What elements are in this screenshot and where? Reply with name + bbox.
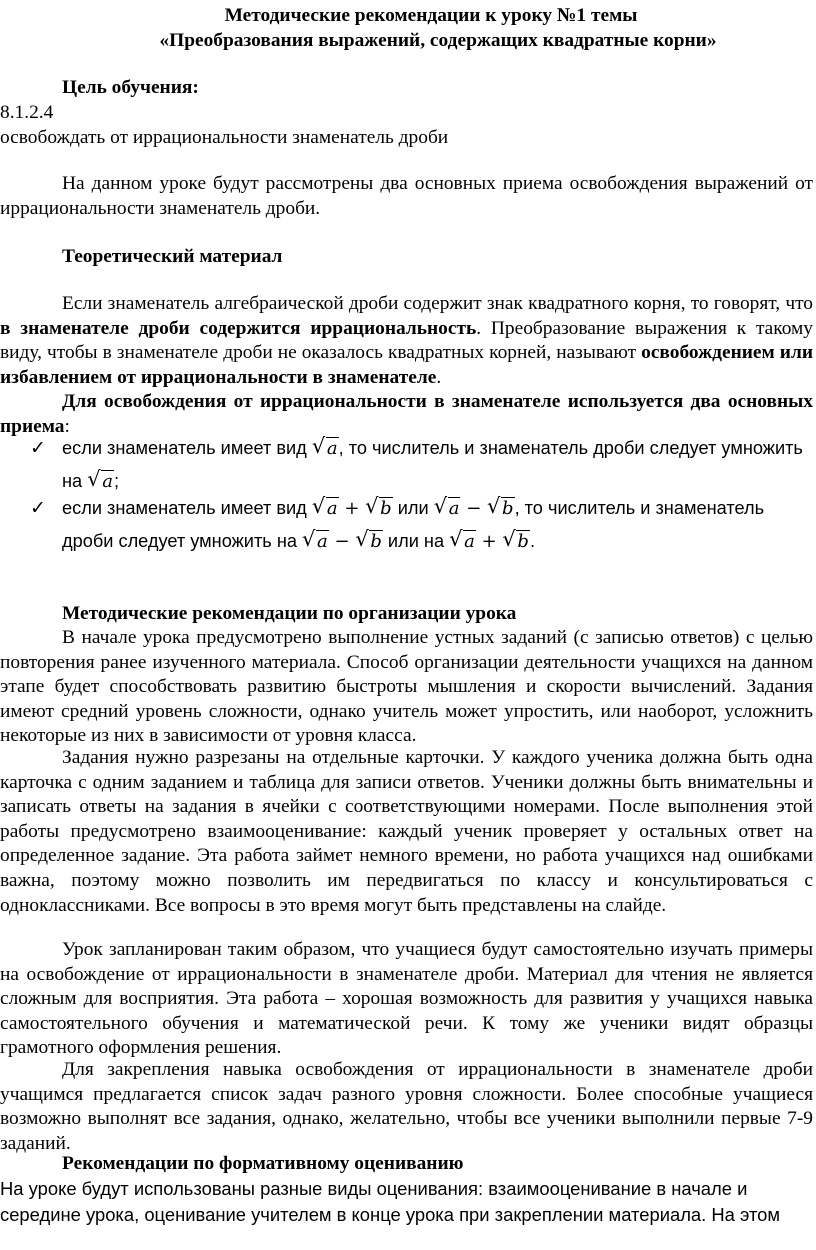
theory-paragraph-1 [0,292,813,390]
checkmark-icon: ✓ [30,497,46,519]
theory-p1-text-c: . Преобразование выражения к такому виду, чтобы в знаменателе дроби не оказалось квадратных корней, называют [0,317,813,364]
bullet-item-2 [0,492,813,558]
theory-p1-text-a: Если знаменатель алгебраической дроби содержит знак квадратного корня, то говорят, что [62,293,813,314]
bullet-item-1 [0,432,813,498]
bullet-2-text-b: или [392,498,434,518]
theory-p2-bold: Для освобождения от иррациональности в знаменателе используется два основных приема [0,391,813,437]
method-paragraph-1: В начале урока предусмотрено выполнение устных заданий (с записью ответов) с целью повторения ранее изученного материала. Способ организации деятельности учащихся на данном этапе будет способствовать развитию быстроты мышления и скорости вычислений. Задания имеют средний уровень сложности, однако учитель может упростить, или наоборот, усложнить некоторые из них в зависимости от уровня класса. [0,627,813,747]
formula-minus: − [466,498,482,519]
formula-var-b: b [502,498,514,519]
formula-plus: + [481,531,497,552]
formula-var-a: a [448,498,460,519]
theory-p1-bold-b: в знаменателе дроби содержится иррациональность [0,317,477,339]
formula-var-b: b [517,531,529,552]
bullet-2-text-e: . [529,531,536,551]
bullet-1-text-c: ; [113,471,120,491]
formula-sqrt-a [312,438,339,459]
document-title-line-1: Методические рекомендации к уроку №1 темы [224,5,638,26]
formula-sqrt-a-minus-sqrt-b [434,498,515,519]
formula-var-b: b [370,531,382,552]
bullet-2-text [62,492,814,558]
assessment-line-1: На уроке будут использованы разные виды оценивания: взаимооценивание в начале и [0,1178,748,1199]
formula-var-a: a [326,438,338,459]
formula-minus: − [334,531,350,552]
bullet-1-text-b: , то числитель и знаменатель дроби следует умножить на [62,438,803,491]
formula-sqrt-a-plus-sqrt-b-2 [449,531,530,552]
formula-sqrt-a-minus-sqrt-b-2 [302,531,383,552]
theory-p1-bold-d: освобождением или избавлением от иррациональности в знаменателе [0,342,814,388]
bullet-1-text-a: если знаменатель имеет вид [62,438,312,458]
formula-plus: + [344,498,360,519]
formula-var-a: a [464,531,475,552]
formula-var-a: a [102,471,113,492]
theory-p2-colon: : [64,415,70,437]
method-paragraph-3: Урок запланирован таким образом, что учащиеся будут самостоятельно изучать примеры на освобождение от иррациональности в знаменателе дроби. Материал для чтения не является сложным для восприятия. Эта работа – хорошая возможность для развития у учащихся навыка самостоятельного обучения и математической речи. К тому же ученики видят образцы грамотного оформления решения. [0,939,813,1059]
bullet-1-text [62,432,814,498]
goal-text: освобождать от иррациональности знаменатель дроби [0,127,449,148]
goal-heading: Цель обучения: [62,77,199,98]
theory-p1-text-e: . [436,366,442,388]
assessment-heading: Рекомендации по формативному оцениванию [62,1153,464,1174]
bullet-2-text-d: или на [382,531,450,551]
assessment-line-2: середине урока, оценивание учителем в конце урока при закреплении материала. На этом [0,1204,781,1225]
goal-code: 8.1.2.4 [0,102,54,123]
theory-heading: Теоретический материал [62,246,283,267]
intro-paragraph: На данном уроке будут рассмотрены два основных приема освобождения выражений от иррациональности знаменатель дроби. [0,173,813,219]
formula-sqrt-a-2 [87,471,114,492]
formula-sqrt-a-plus-sqrt-b [312,498,393,519]
method-heading: Методические рекомендации по организации урока [62,603,517,624]
formula-var-a: a [326,498,338,519]
formula-var-a: a [317,531,328,552]
bullet-2-text-c: , то числитель и знаменатель дроби следует умножить на [62,498,765,551]
method-paragraph-2: Задания нужно разрезаны на отдельные карточки. У каждого ученика должна быть одна карточка с одним заданием и таблица для записи ответов. Ученики должны быть внимательны и записать ответы на задания в ячейки с соответствующими номерами. После выполнения этой работы предусмотрено взаимооценивание: каждый ученик проверяет у остальных ответ на определенное задание. Эта работа займет немного времени, но работа учащихся над ошибками важна, поэтому можно позволить им передвигаться по классу и консультироваться с одноклассниками. Все вопросы в это время могут быть представлены на слайде. [0,747,813,916]
bullet-2-text-a: если знаменатель имеет вид [62,498,312,518]
formula-var-b: b [380,498,392,519]
checkmark-icon: ✓ [30,437,46,459]
method-paragraph-4: Для закрепления навыка освобождения от иррациональности в знаменателе дроби учащимся предлагается список задач разного уровня сложности. Более способные учащиеся возможно выполнят все задания, однако, желательно, чтобы все ученики выполнили первые 7-9 заданий. [0,1059,813,1154]
document-title-line-2: «Преобразования выражений, содержащих квадратные корни» [159,30,717,51]
